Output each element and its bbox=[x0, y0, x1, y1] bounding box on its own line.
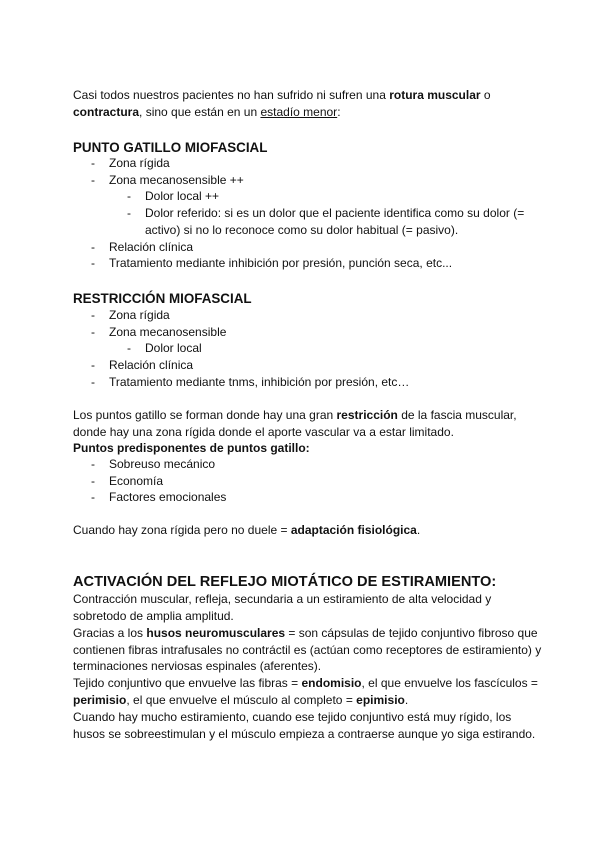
list-item: - Factores emocionales bbox=[91, 490, 227, 505]
list-item: - Tratamiento mediante inhibición por presión, punción seca, etc... bbox=[91, 256, 453, 271]
predisponentes-heading: Puntos predisponentes de puntos gatillo: bbox=[73, 441, 310, 455]
sub-list-item: - Dolor local ++ bbox=[127, 189, 220, 204]
restriccion-list bbox=[91, 307, 531, 391]
reflejo-paragraph-3: Tejido conjuntivo que envuelve las fibras = endomisio, el que envuelve los fascículos = perimisio, el que envuelve el músculo al completo = epimisio. bbox=[73, 676, 538, 707]
intro-paragraph: Casi todos nuestros pacientes no han sufrido ni sufren una rotura muscular o contractura, sino que están en un estadío menor: bbox=[73, 88, 491, 119]
list-item: - Sobreuso mecánico bbox=[91, 457, 216, 471]
sub-list bbox=[127, 340, 531, 357]
reflejo-paragraph-2: Gracias a los husos neuromusculares = son cápsulas de tejido conjuntivo fibroso que contienen fibras intrafusales no contráctil es (actúan como receptores de estiramiento) y terminaciones nerviosas espinales (aferentes). bbox=[73, 626, 542, 674]
list-item: - Zona rígida bbox=[91, 156, 170, 170]
punto-gatillo-heading: PUNTO GATILLO MIOFASCIAL bbox=[73, 140, 268, 155]
list-item: - Zona mecanosensible ++ - Dolor local ++ - Dolor referido: si es un dolor que el paciente identifica como su dolor (= activo) si no lo reconoce como su dolor habitual (= pasivo). bbox=[91, 172, 531, 239]
adaptacion-paragraph: Cuando hay zona rígida pero no duele = adaptación fisiológica. bbox=[73, 523, 421, 537]
punto-gatillo-list bbox=[91, 155, 531, 272]
sub-list-item: - Dolor referido: si es un dolor que el paciente identifica como su dolor (= activo) si no lo reconoce como su dolor habitual (= pasivo). bbox=[127, 206, 525, 237]
reflejo-heading: ACTIVACIÓN DEL REFLEJO MIOTÁTICO DE ESTIRAMIENTO: bbox=[73, 574, 497, 590]
predisponentes-list bbox=[91, 456, 531, 506]
restriccion-heading: RESTRICCIÓN MIOFASCIAL bbox=[73, 291, 252, 306]
sub-list bbox=[127, 188, 531, 238]
list-item: - Relación clínica bbox=[91, 358, 194, 373]
list-item: - Economía bbox=[91, 473, 164, 488]
sub-list-item: - Dolor local bbox=[127, 341, 202, 356]
list-item: - Relación clínica bbox=[91, 239, 194, 254]
list-item: - Zona rígida bbox=[91, 308, 170, 322]
reflejo-paragraph-4: Cuando hay mucho estiramiento, cuando ese tejido conjuntivo está muy rígido, los husos se sobreestimulan y el músculo empieza a contraerse aunque yo siga estirando. bbox=[73, 710, 536, 741]
formacion-paragraph: Los puntos gatillo se forman donde hay una gran restricción de la fascia muscular, donde hay una zona rígida donde el aporte vascular va a estar limitado. bbox=[73, 408, 517, 439]
reflejo-paragraph-1: Contracción muscular, refleja, secundaria a un estiramiento de alta velocidad y sobretodo de amplia amplitud. bbox=[73, 592, 492, 623]
list-item: - Zona mecanosensible - Dolor local bbox=[91, 324, 531, 357]
list-item: - Tratamiento mediante tnms, inhibición por presión, etc… bbox=[91, 374, 410, 389]
